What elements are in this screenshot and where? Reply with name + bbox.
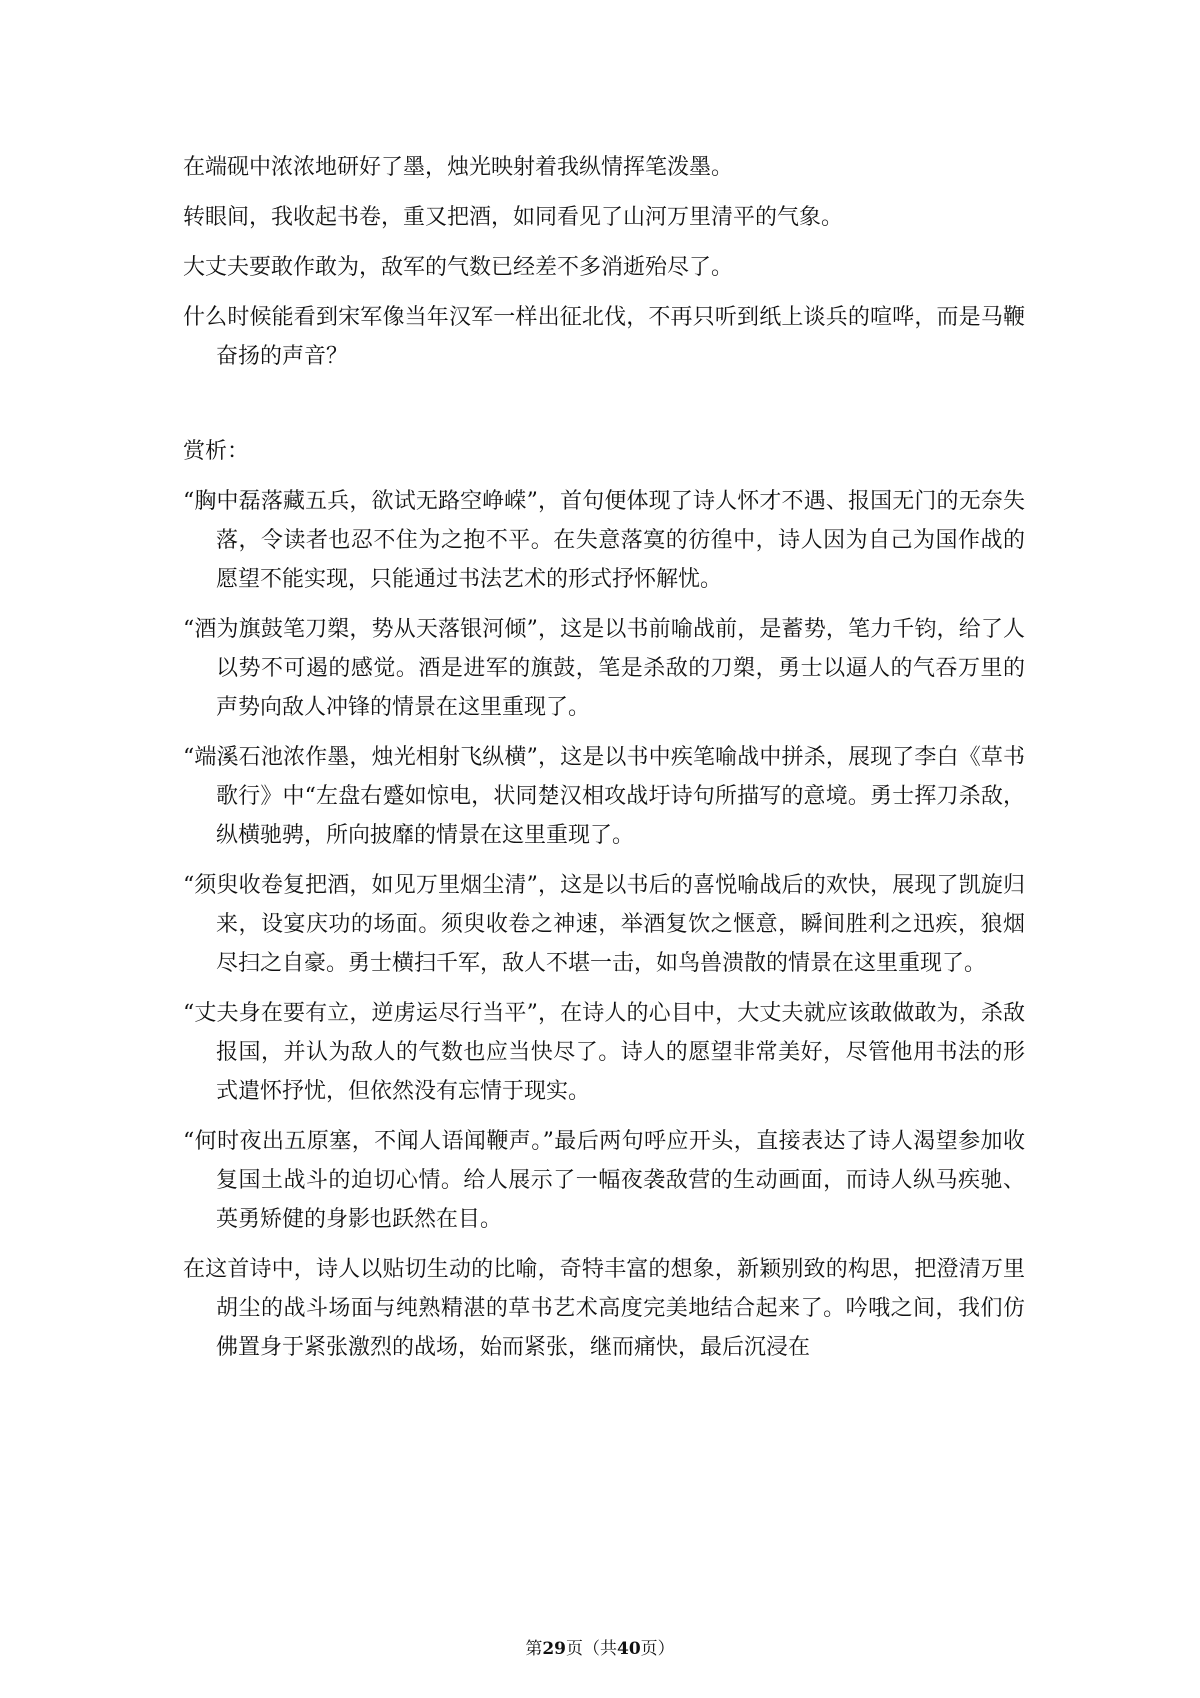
current-page-number: 29	[542, 1639, 566, 1659]
appreciation-heading: 赏析：	[183, 439, 250, 464]
translation-line: 什么时候能看到宋军像当年汉军一样出征北伐，不再只听到纸上谈兵的喧哗，而是马鞭奋扬的声音？	[183, 305, 1025, 369]
appreciation-paragraph: “须臾收卷复把酒，如见万里烟尘清”，这是以书后的喜悦喻战后的欢快，展现了凯旋归来，设宴庆功的场面。须臾收卷之神速，举酒复饮之惬意，瞬间胜利之迅疾，狼烟尽扫之自豪。勇士横扫千军，敌人不堪一击，如鸟兽溃散的情景在这里重现了。	[183, 873, 1025, 976]
appreciation-paragraph: “端溪石池浓作墨，烛光相射飞纵横”，这是以书中疾笔喻战中拼杀，展现了李白《草书歌行》中“左盘右蹙如惊电，状同楚汉相攻战圩诗句所描写的意境。勇士挥刀杀敌，纵横驰骋，所向披靡的情景在这里重现了。	[183, 745, 1025, 848]
appreciation-paragraph: “酒为旗鼓笔刀槊，势从天落银河倾”，这是以书前喻战前，是蓄势，笔力千钧，给了人以势不可遏的感觉。酒是进军的旗鼓，笔是杀敌的刀槊，勇士以逼人的气吞万里的声势向敌人冲锋的情景在这里重现了。	[183, 617, 1025, 720]
footer-suffix: 页）	[640, 1639, 675, 1659]
total-pages-number: 40	[617, 1639, 641, 1659]
translation-line: 在端砚中浓浓地研好了墨，烛光映射着我纵情挥笔泼墨。	[183, 155, 734, 180]
translation-line: 转眼间，我收起书卷，重又把酒，如同看见了山河万里清平的气象。	[183, 205, 844, 230]
appreciation-paragraph: “何时夜出五原塞，不闻人语闻鞭声。”最后两句呼应开头，直接表达了诗人渴望参加收复国土战斗的迫切心情。给人展示了一幅夜袭敌营的生动画面，而诗人纵马疾驰、英勇矫健的身影也跃然在目。	[183, 1129, 1025, 1232]
appreciation-paragraph: “丈夫身在要有立，逆虏运尽行当平”，在诗人的心目中，大丈夫就应该敢做敢为，杀敌报国，并认为敌人的气数也应当快尽了。诗人的愿望非常美好，尽管他用书法的形式遣怀抒忧，但依然没有忘情于现实。	[183, 1001, 1025, 1104]
footer-middle: 页（共	[566, 1639, 617, 1659]
page-content	[183, 148, 1025, 1378]
translation-line: 大丈夫要敢作敢为，敌军的气数已经差不多消逝殆尽了。	[183, 255, 734, 280]
appreciation-paragraph: 在这首诗中，诗人以贴切生动的比喻，奇特丰富的想象，新颖别致的构思，把澄清万里胡尘的战斗场面与纯熟精湛的草书艺术高度完美地结合起来了。吟哦之间，我们仿佛置身于紧张激烈的战场，始而紧张，继而痛快，最后沉浸在	[183, 1257, 1025, 1360]
footer-prefix: 第	[525, 1639, 543, 1659]
appreciation-paragraph: “胸中磊落藏五兵，欲试无路空峥嵘”，首句便体现了诗人怀才不遇、报国无门的无奈失落，令读者也忍不住为之抱不平。在失意落寞的彷徨中，诗人因为自己为国作战的愿望不能实现，只能通过书法艺术的形式抒怀解忧。	[183, 489, 1025, 592]
page-footer	[0, 1638, 1200, 1660]
